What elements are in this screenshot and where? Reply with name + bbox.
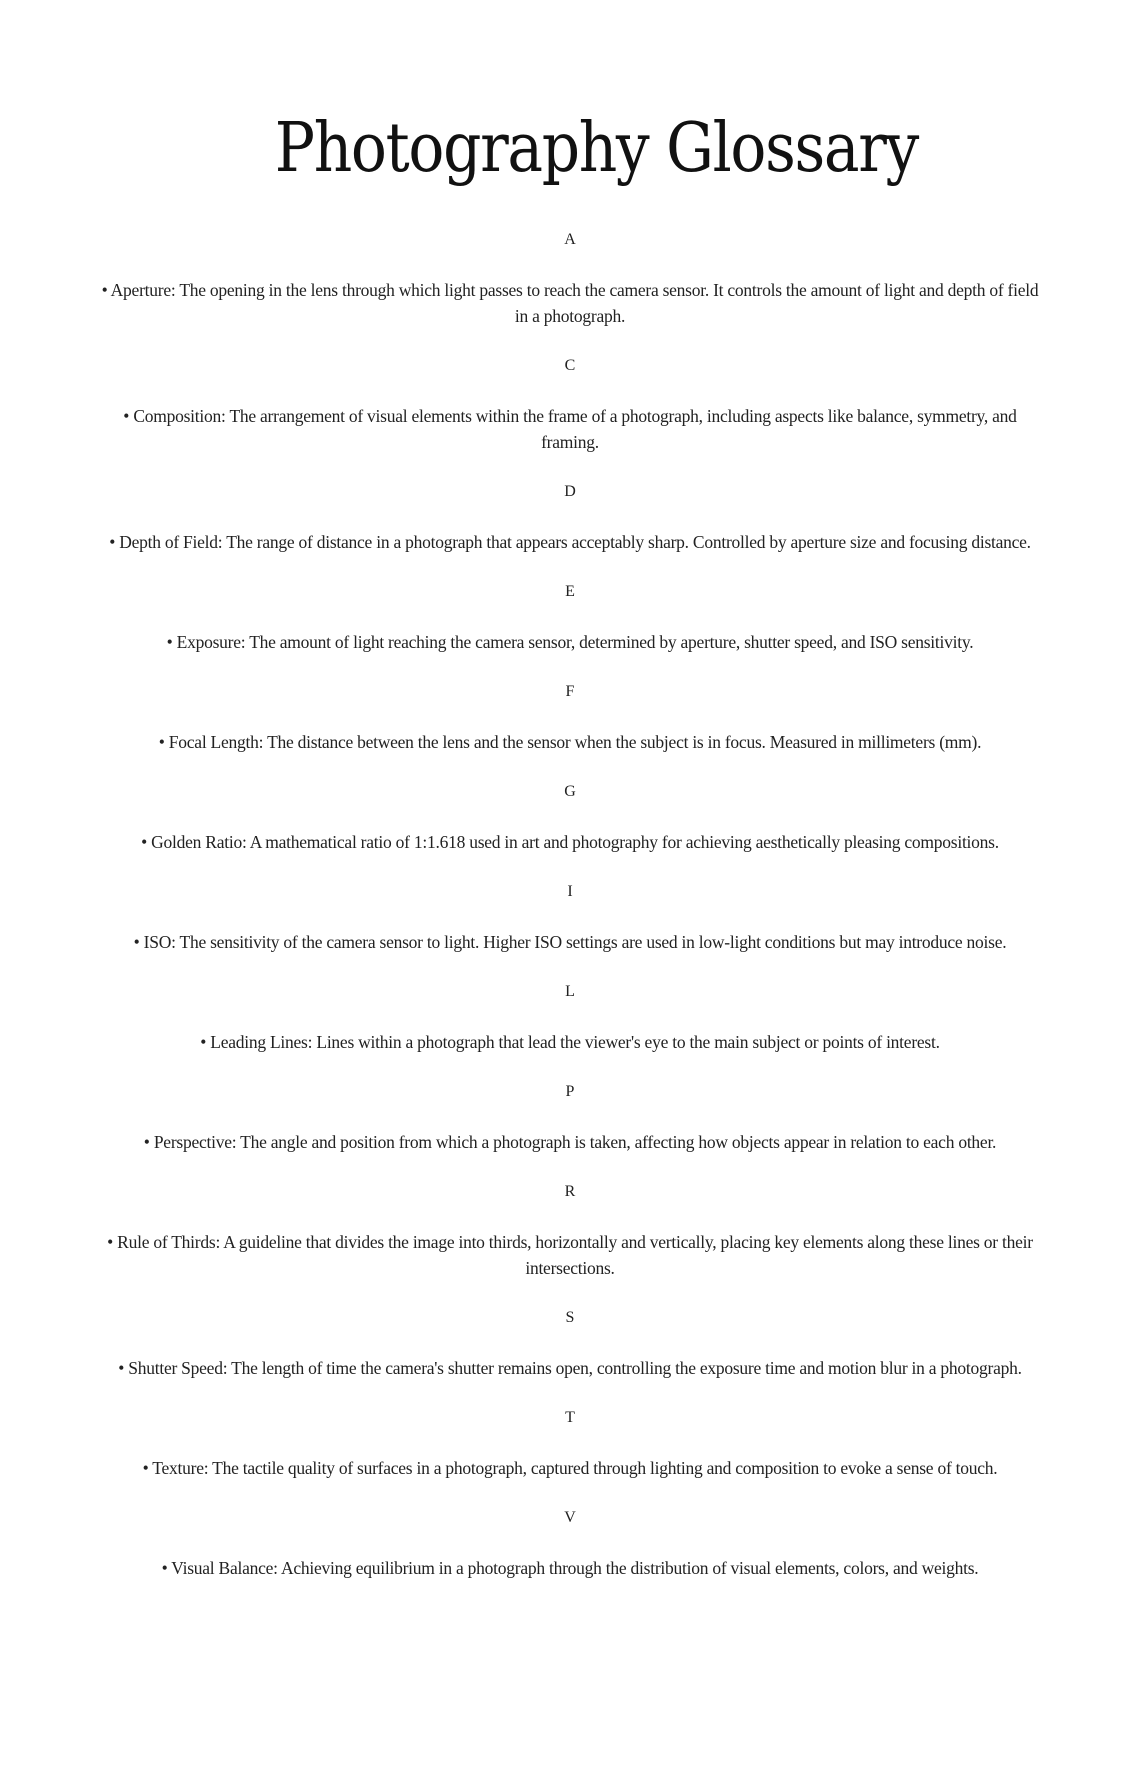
entry-definition: Achieving equilibrium in a photograph through the distribution of visual elements, colors, and weights. xyxy=(280,1558,979,1578)
glossary-section xyxy=(94,982,1046,1055)
entry-definition: The range of distance in a photograph that appears acceptably sharp. Controlled by aperture size and focusing distance. xyxy=(226,532,1031,552)
glossary-section xyxy=(94,1082,1046,1155)
term-separator: : xyxy=(171,932,176,952)
entry-term: Visual Balance xyxy=(171,1558,274,1578)
entry-definition: The angle and position from which a photograph is taken, affecting how objects appear in relation to each other. xyxy=(240,1132,997,1152)
glossary-entry xyxy=(94,403,1046,455)
entry-definition: The arrangement of visual elements within the frame of a photograph, including aspects like balance, symmetry, and framing. xyxy=(229,406,1017,452)
glossary-entry xyxy=(94,829,1046,855)
glossary-entry xyxy=(94,1029,1046,1055)
entry-definition: The distance between the lens and the sensor when the subject is in focus. Measured in millimeters (mm). xyxy=(267,732,982,752)
glossary-section xyxy=(94,482,1046,555)
term-separator: : xyxy=(273,1558,278,1578)
page-title: Photography Glossary xyxy=(274,109,919,188)
glossary-section xyxy=(94,1408,1046,1481)
glossary-entry xyxy=(94,277,1046,329)
bullet: • xyxy=(133,932,140,952)
glossary-section xyxy=(94,682,1046,755)
bullet: • xyxy=(109,532,116,552)
section-letter: P xyxy=(565,1083,575,1100)
bullet: • xyxy=(143,1132,150,1152)
glossary-entry xyxy=(94,529,1046,555)
bullet: • xyxy=(161,1558,168,1578)
section-letter: E xyxy=(565,583,575,600)
glossary-section xyxy=(94,582,1046,655)
entry-term: Focal Length xyxy=(168,732,259,752)
entry-definition: A mathematical ratio of 1:1.618 used in art and photography for achieving aesthetically pleasing compositions. xyxy=(249,832,999,852)
bullet: • xyxy=(200,1032,207,1052)
glossary-list xyxy=(94,230,1046,1581)
entry-term: Shutter Speed xyxy=(128,1358,223,1378)
term-separator: : xyxy=(203,1458,209,1478)
bullet: • xyxy=(107,1232,114,1252)
glossary-section xyxy=(94,782,1046,855)
term-separator: : xyxy=(170,280,176,300)
glossary-section xyxy=(94,356,1046,455)
glossary-entry xyxy=(94,1229,1046,1281)
section-letter: C xyxy=(564,357,576,374)
section-letter: D xyxy=(564,483,576,500)
entry-term: Perspective xyxy=(153,1132,232,1152)
entry-term: Depth of Field xyxy=(119,532,218,552)
section-letter: G xyxy=(564,783,576,800)
entry-term: ISO xyxy=(143,932,172,952)
glossary-entry xyxy=(94,629,1046,655)
entry-definition: The tactile quality of surfaces in a photograph, captured through lighting and composition to evoke a sense of touch. xyxy=(212,1458,998,1478)
section-letter: L xyxy=(565,983,575,1000)
glossary-entry xyxy=(94,729,1046,755)
entry-definition: Lines within a photograph that lead the viewer's eye to the main subject or points of interest. xyxy=(316,1032,940,1052)
glossary-section xyxy=(94,230,1046,329)
glossary-section xyxy=(94,882,1046,955)
term-separator: : xyxy=(217,532,223,552)
entry-definition: The amount of light reaching the camera sensor, determined by aperture, shutter speed, and ISO sensitivity. xyxy=(249,632,974,652)
section-letter: A xyxy=(564,231,576,248)
entry-term: Golden Ratio xyxy=(151,832,242,852)
entry-definition: A guideline that divides the image into thirds, horizontally and vertically, placing key elements along these lines or their intersections. xyxy=(223,1232,1033,1278)
section-letter: V xyxy=(564,1509,576,1526)
bullet: • xyxy=(141,832,148,852)
entry-term: Texture xyxy=(152,1458,204,1478)
glossary-entry xyxy=(94,1355,1046,1381)
glossary-entry xyxy=(94,1129,1046,1155)
term-separator: : xyxy=(241,832,247,852)
bullet: • xyxy=(118,1358,125,1378)
entry-term: Leading Lines xyxy=(210,1032,308,1052)
entry-definition: The sensitivity of the camera sensor to light. Higher ISO settings are used in low-light conditions but may introduce noise. xyxy=(179,932,1007,952)
entry-term: Exposure xyxy=(176,632,241,652)
term-separator: : xyxy=(221,406,226,426)
glossary-entry xyxy=(94,1455,1046,1481)
term-separator: : xyxy=(215,1232,221,1252)
term-separator: : xyxy=(258,732,264,752)
bullet: • xyxy=(142,1458,149,1478)
entry-definition: The opening in the lens through which light passes to reach the camera sensor. It controls the amount of light and depth of field in a photograph. xyxy=(179,280,1039,326)
entry-term: Aperture xyxy=(110,280,171,300)
bullet: • xyxy=(101,280,108,300)
bullet: • xyxy=(158,732,165,752)
entry-definition: The length of time the camera's shutter remains open, controlling the exposure time and motion blur in a photograph. xyxy=(231,1358,1022,1378)
glossary-section xyxy=(94,1508,1046,1581)
entry-term: Composition xyxy=(133,406,221,426)
term-separator: : xyxy=(307,1032,313,1052)
glossary-entry xyxy=(94,929,1046,955)
section-letter: F xyxy=(565,683,575,700)
section-letter: S xyxy=(565,1309,575,1326)
term-separator: : xyxy=(240,632,246,652)
term-separator: : xyxy=(222,1358,228,1378)
glossary-entry xyxy=(94,1555,1046,1581)
section-letter: R xyxy=(564,1183,576,1200)
term-separator: : xyxy=(231,1132,237,1152)
glossary-section xyxy=(94,1308,1046,1381)
bullet: • xyxy=(166,632,173,652)
glossary-section xyxy=(94,1182,1046,1281)
entry-term: Rule of Thirds xyxy=(117,1232,216,1252)
bullet: • xyxy=(123,406,130,426)
section-letter: I xyxy=(567,883,573,900)
section-letter: T xyxy=(565,1409,575,1426)
